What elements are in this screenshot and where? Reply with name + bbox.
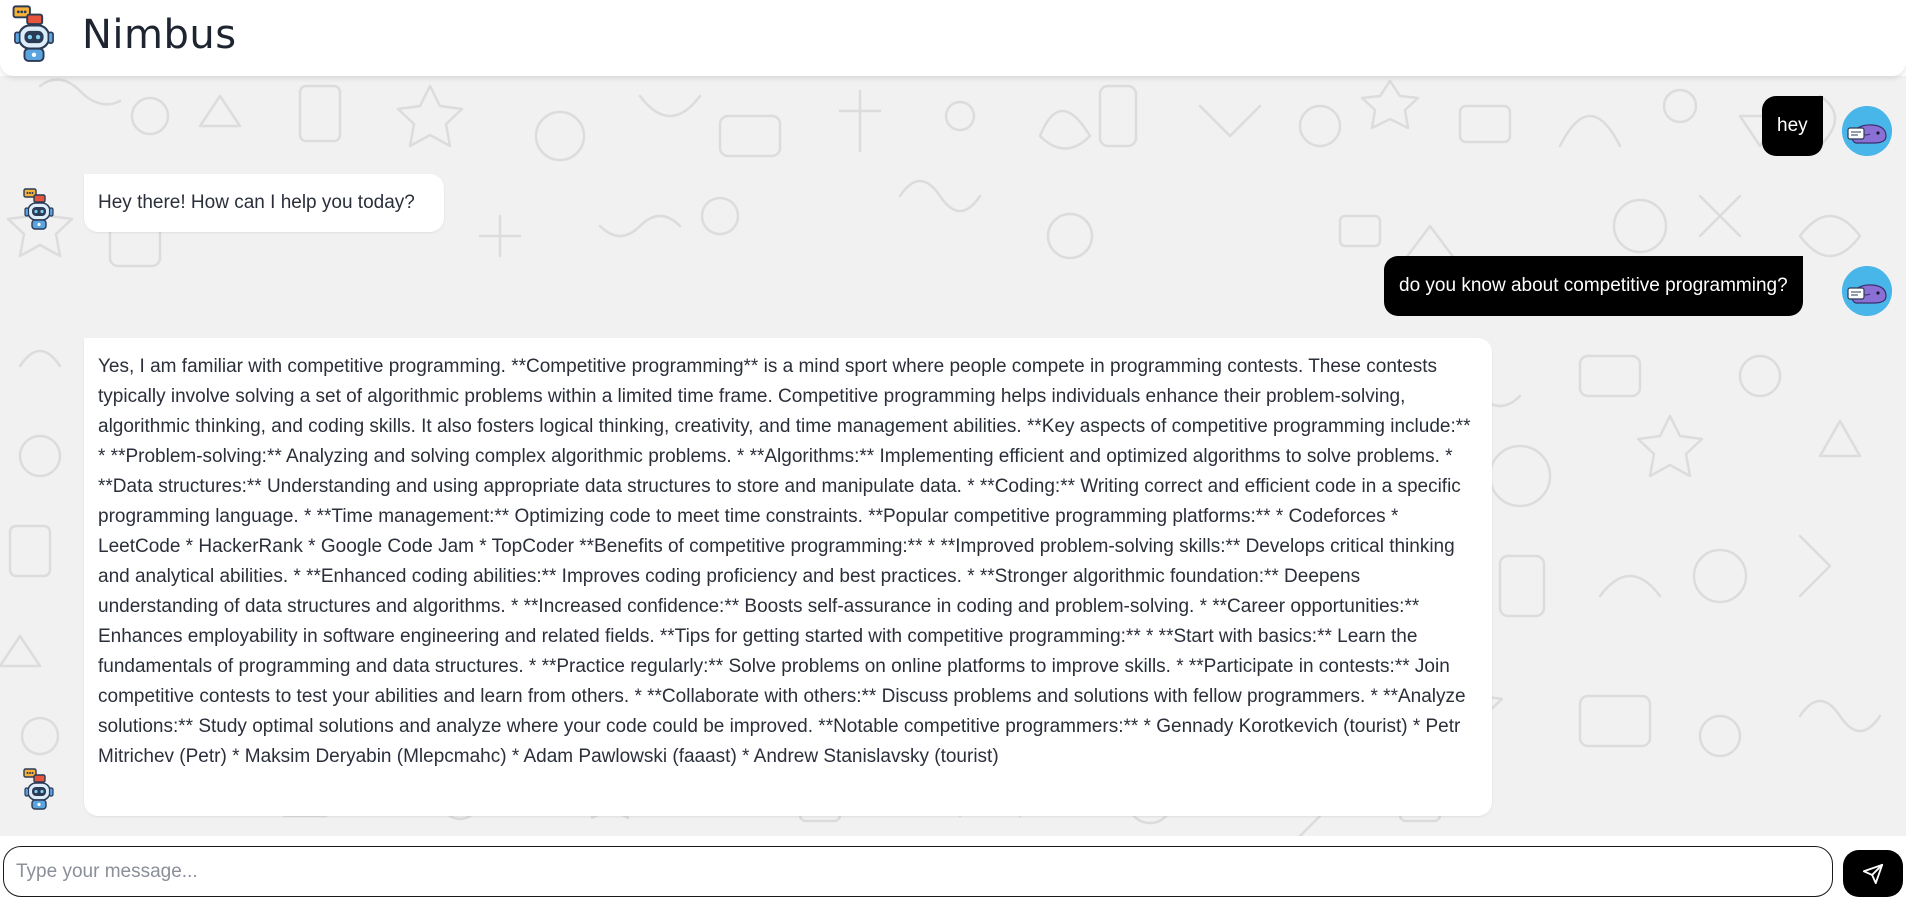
message-text: Yes, I am familiar with competitive programming. **Competitive programming** is a mind sport where people compete in programming contests. These contests typically involve solving a set of algorithmic problems within a limited time frame. Competitive programming helps individuals enhance their problem-solving, algorithmic thinking, and coding skills. It also fosters logical thinking, creativity, and time management abilities. **Key aspects of competitive programming include:** * **Problem-solving:** Analyzing and solving complex algorithmic problems. * **Algorithms:** Implementing efficient and optimized algorithms to solve problems. * **Data structures:** Understanding and using appropriate data structures to store and manipulate data. * **Coding:** Writing correct and efficient code in a specific programming language. * **Time management:** Optimizing code to meet time constraints. **Popular competitive programming platforms:** * Codeforces * LeetCode * HackerRank * Google Code Jam * TopCoder **Benefits of competitive programming:** * **Improved problem-solving skills:** Develops critical thinking and analytical abilities. * **Enhanced coding abilities:** Improves coding proficiency and best practices. * **Stronger algorithmic foundation:** Deepens understanding of data structures and algorithms. * **Increased confidence:** Boosts self-assurance in coding and problem-solving. * **Career opportunities:** Enhances employability in software engineering and related fields. **Tips for getting started with competitive programming:** * **Start with basics:** Learn the fundamentals of programming and data structures. * **Practice regularly:** Solve problems on online platforms to improve skills. * **Participate in contests:** Join competitive contests to test your abilities and learn from others. * **Collaborate with others:** Discuss problems and solutions with fellow programmers. * **Analyze solutions:** Study optimal solutions and analyze where your code could be improved. **Notable competitive programmers:** * Gennady Korotkevich (tourist) * Petr Mitrichev (Petr) * Maksim Deryabin (Mlepcmahc) * Adam Pawlowski (faaast) * Andrew Stanislavsky (tourist) bbox=[98, 356, 1471, 767]
chat-area[interactable] bbox=[0, 76, 1906, 836]
message-text: hey bbox=[1777, 115, 1808, 136]
message-input[interactable] bbox=[3, 846, 1833, 897]
whale-avatar-icon bbox=[1842, 266, 1892, 316]
robot-avatar-icon bbox=[22, 188, 56, 232]
message-text: Hey there! How can I help you today? bbox=[98, 192, 415, 213]
send-button[interactable] bbox=[1843, 850, 1903, 897]
bot-message bbox=[84, 174, 444, 232]
message-text: do you know about competitive programming? bbox=[1399, 275, 1788, 296]
bot-message bbox=[84, 338, 1492, 816]
user-message bbox=[1384, 256, 1803, 316]
app-title: Nimbus bbox=[82, 12, 237, 58]
paper-plane-icon bbox=[1862, 863, 1884, 885]
user-message bbox=[1762, 96, 1823, 156]
message-composer bbox=[0, 836, 1906, 901]
app-header bbox=[0, 0, 1906, 76]
robot-chat-logo-icon bbox=[10, 5, 58, 65]
whale-avatar-icon bbox=[1842, 106, 1892, 156]
robot-avatar-icon bbox=[22, 768, 56, 812]
